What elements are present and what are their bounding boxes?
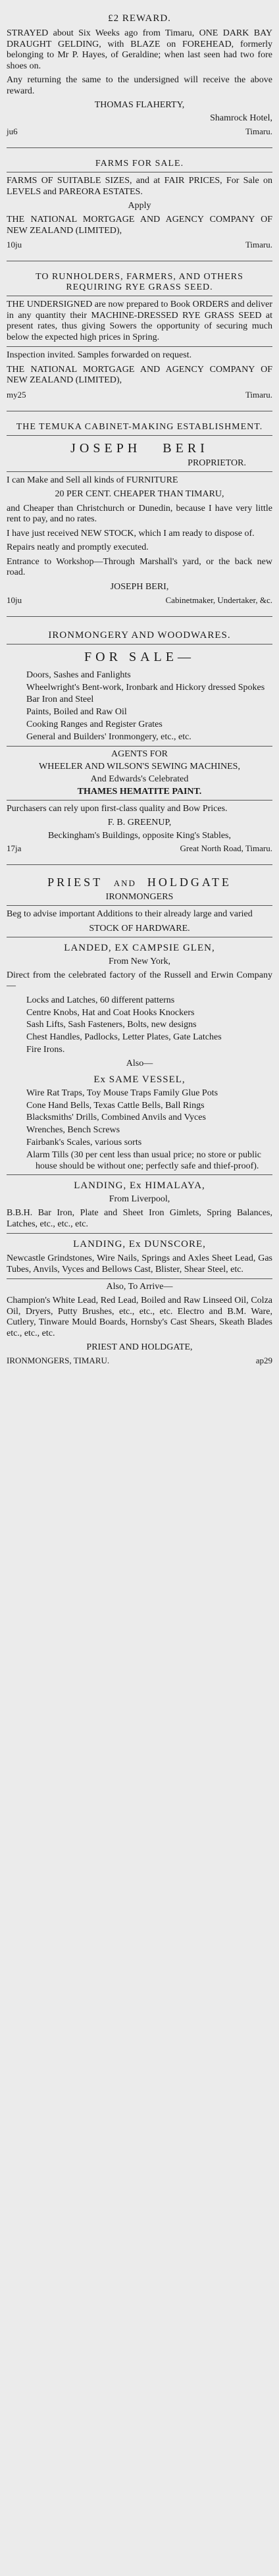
- list-item: Centre Knobs, Hat and Coat Hooks Knockers: [26, 1007, 195, 1018]
- priest-arrive: Champion's White Lead, Red Lead, Boiled and Raw Linseed Oil, Colza Oil, Dryers, Putty Brushes, etc., etc., etc. Electro and B.M. Ware, Cutlery, Tinware Mould Boards, Hornsby's Cast Shears, Skeath Blades etc., etc., etc.: [7, 1296, 272, 1338]
- farms-ad: [7, 151, 272, 258]
- divider: [7, 616, 272, 617]
- ryegrass-body: THE UNDERSIGNED are now prepared to Book ORDERS and deliver in any quantity their MACHINE-DRESSED RYE GRASS SEED at present rates, thus giving Sowers the opportunity of securing much below the expected high prices in Spring.: [7, 300, 272, 342]
- list-item: Doors, Sashes and Fanlights: [26, 670, 131, 680]
- divider: [7, 1174, 272, 1175]
- ironmongery-building: Beckingham's Buildings, opposite King's Stables,: [47, 831, 232, 841]
- reward-ad: [7, 4, 272, 145]
- reward-body: STRAYED about Six Weeks ago from Timaru, ONE DARK BAY DRAUGHT GELDING, with BLAZE on FOREHEAD, formerly belonging to Mr P. Hayes, of Geraldine; when last seen had two fore shoes on.: [7, 28, 272, 71]
- priest-ex-same: Ex SAME VESSEL,: [93, 1074, 186, 1085]
- priest-ad: [7, 868, 272, 1374]
- list-item: Cooking Ranges and Register Grates: [26, 720, 163, 730]
- reward-heading: £2 REWARD.: [108, 13, 171, 24]
- cabinet-p6: Entrance to Workshop—Through Marshall's yard, or the back new road.: [7, 556, 272, 578]
- ironmongery-edwards: And Edwards's Celebrated: [90, 774, 189, 784]
- divider: [7, 147, 272, 148]
- ironmongery-date: 17ja: [7, 843, 22, 854]
- divider: [7, 905, 272, 906]
- priest-direct: Direct from the celebrated factory of the Russell and Erwin Company—: [7, 970, 272, 991]
- divider: [7, 864, 272, 865]
- priest-dunscore: Newcastle Grindstones, Wire Nails, Springs and Axles Sheet Lead, Gas Tubes, Anvils, Vyces and Bellows Cast, Blister, Shear Steel, etc.: [7, 1253, 272, 1275]
- farms-company: THE NATIONAL MORTGAGE AND AGENCY COMPANY OF NEW ZEALAND (LIMITED),: [7, 215, 272, 236]
- list-item: Fairbank's Scales, various sorts: [26, 1137, 142, 1147]
- divider: [7, 800, 272, 801]
- farms-apply: Apply: [128, 201, 151, 211]
- ironmongery-for-sale: FOR SALE—: [84, 649, 195, 664]
- priest-landed1: LANDED, EX CAMPSIE GLEN,: [64, 942, 215, 953]
- priest-bbh: B.B.H. Bar Iron, Plate and Sheet Iron Gimlets, Spring Balances, Latches, etc., etc., etc.: [7, 1208, 272, 1229]
- cabinet-role: Cabinetmaker, Undertaker, &c.: [165, 594, 272, 605]
- cabinet-name-last: BERI: [163, 440, 209, 456]
- cabinet-date: 10ju: [7, 594, 22, 605]
- ryegrass-ad: [7, 264, 272, 408]
- cabinet-p1: I can Make and Sell all kinds of FURNITURE: [7, 475, 178, 485]
- ryegrass-note: Inspection invited. Samples forwarded on request.: [7, 350, 192, 361]
- list-item: Fire Irons.: [26, 1044, 65, 1055]
- list-item: General and Builders' Ironmongery, etc., etc.: [26, 731, 191, 742]
- priest-subhead: IRONMONGERS: [105, 892, 174, 903]
- ironmongery-owner: F. B. GREENUP,: [107, 818, 172, 828]
- reward-footer: [7, 126, 272, 137]
- cabinet-ad: [7, 414, 272, 614]
- list-item: Paints, Boiled and Raw Oil: [26, 707, 127, 718]
- priest-signer: PRIEST AND HOLDGATE,: [86, 1342, 193, 1353]
- ironmongery-agents: AGENTS FOR: [111, 749, 168, 759]
- divider: [7, 346, 272, 347]
- divider: [7, 471, 272, 472]
- divider: [7, 1233, 272, 1234]
- ironmongery-machines: WHEELER AND WILSON'S SEWING MACHINES,: [39, 761, 240, 772]
- priest-landing1: LANDING, Ex HIMALAYA,: [74, 1180, 205, 1192]
- priest-landing2: LANDING, Ex DUNSCORE,: [73, 1239, 206, 1250]
- cabinet-footer: [7, 595, 272, 606]
- reward-date: ju6: [7, 126, 18, 137]
- cabinet-name-first: JOSEPH: [70, 440, 141, 456]
- priest-role: IRONMONGERS, TIMARU.: [7, 1355, 110, 1366]
- priest-also1: Also—: [126, 1058, 153, 1068]
- list-item: Blacksmiths' Drills, Combined Anvils and Vyces: [26, 1113, 206, 1123]
- priest-list1: [7, 995, 272, 1056]
- cabinet-p2: 20 PER CENT. CHEAPER THAN TIMARU,: [55, 489, 224, 500]
- ryegrass-footer: [7, 390, 272, 400]
- reward-town: Timaru.: [245, 126, 272, 137]
- reward-signer: THOMAS FLAHERTY,: [94, 100, 185, 111]
- ironmongery-road: Great North Road, Timaru.: [180, 843, 272, 854]
- farms-town: Timaru.: [245, 240, 272, 250]
- ironmongery-paint: THAMES HEMATITE PAINT.: [77, 786, 202, 797]
- priest-date: ap29: [255, 1355, 272, 1366]
- list-item: Alarm Tills (30 per cent less than usual price; no store or public house should be without one; perfectly safe and thief-proof).: [26, 1149, 261, 1171]
- divider: [7, 435, 272, 436]
- list-item: Chest Handles, Padlocks, Letter Plates, Gate Latches: [26, 1032, 222, 1043]
- cabinet-signer: JOSEPH BERI,: [110, 581, 169, 592]
- farms-body: FARMS OF SUITABLE SIZES, and at FAIR PRICES, For Sale on LEVELS and PAREORA ESTATES.: [7, 176, 272, 197]
- ironmongery-ad: [7, 619, 272, 862]
- ironmongery-heading: IRONMONGERY AND WOODWARES.: [48, 629, 231, 641]
- priest-intro: Beg to advise important Additions to their already large and varied: [7, 909, 253, 920]
- farms-footer: [7, 240, 272, 250]
- list-item: Cone Hand Bells, Texas Cattle Bells, Ball Rings: [26, 1100, 205, 1111]
- reward-note: Any returning the same to the undersigned will receive the above reward.: [7, 75, 272, 96]
- list-item: Sash Lifts, Sash Fasteners, Bolts, new designs: [26, 1020, 197, 1030]
- ryegrass-company: THE NATIONAL MORTGAGE AND AGENCY COMPANY OF NEW ZEALAND (LIMITED),: [7, 364, 272, 386]
- priest-stock: STOCK OF HARDWARE.: [89, 923, 190, 933]
- priest-from2: From Liverpool,: [109, 1194, 170, 1205]
- list-item: Wheelwright's Bent-work, Ironbark and Hickory dressed Spokes: [26, 682, 265, 693]
- ironmongery-footer: [7, 843, 272, 854]
- ironmongery-list: [7, 670, 272, 743]
- priest-footer: [7, 1355, 272, 1366]
- priest-heading: [7, 876, 272, 889]
- cabinet-p5: Repairs neatly and promptly executed.: [7, 542, 149, 553]
- list-item: Wire Rat Traps, Toy Mouse Traps Family Glue Pots: [26, 1088, 218, 1098]
- cabinet-p3: and Cheaper than Christchurch or Dunedin, because I have very little rent to pay, and no rates.: [7, 503, 272, 525]
- farms-date: 10ju: [7, 240, 22, 250]
- list-item: Bar Iron and Steel: [26, 695, 94, 705]
- priest-heading-a: PRIEST: [47, 876, 103, 889]
- cabinet-title: PROPRIETOR.: [188, 458, 246, 468]
- ironmongery-purchasers: Purchasers can rely upon first-class quality and Bow Prices.: [7, 803, 228, 814]
- ryegrass-town: Timaru.: [245, 389, 272, 400]
- reward-place: Shamrock Hotel,: [210, 113, 272, 124]
- priest-also2: Also, To Arrive—: [106, 1282, 173, 1292]
- priest-heading-b: HOLDGATE: [147, 876, 232, 889]
- list-item: Locks and Latches, 60 different patterns: [26, 995, 175, 1005]
- priest-heading-and: AND: [113, 878, 136, 889]
- list-item: Wrenches, Bench Screws: [26, 1125, 120, 1136]
- cabinet-proprietor-name: [7, 441, 272, 456]
- cabinet-p4: I have just received NEW STOCK, which I am ready to dispose of.: [7, 528, 255, 539]
- priest-from1: From New York,: [108, 956, 171, 966]
- divider: [7, 746, 272, 747]
- farms-heading: FARMS FOR SALE.: [95, 159, 184, 169]
- priest-list2: [7, 1088, 272, 1172]
- ryegrass-heading: TO RUNHOLDERS, FARMERS, AND OTHERS REQUIRING RYE GRASS SEED.: [36, 272, 243, 293]
- cabinet-heading: THE TEMUKA CABINET-MAKING ESTABLISHMENT.: [16, 421, 263, 432]
- ryegrass-date: my25: [7, 389, 26, 400]
- divider: [7, 1278, 272, 1279]
